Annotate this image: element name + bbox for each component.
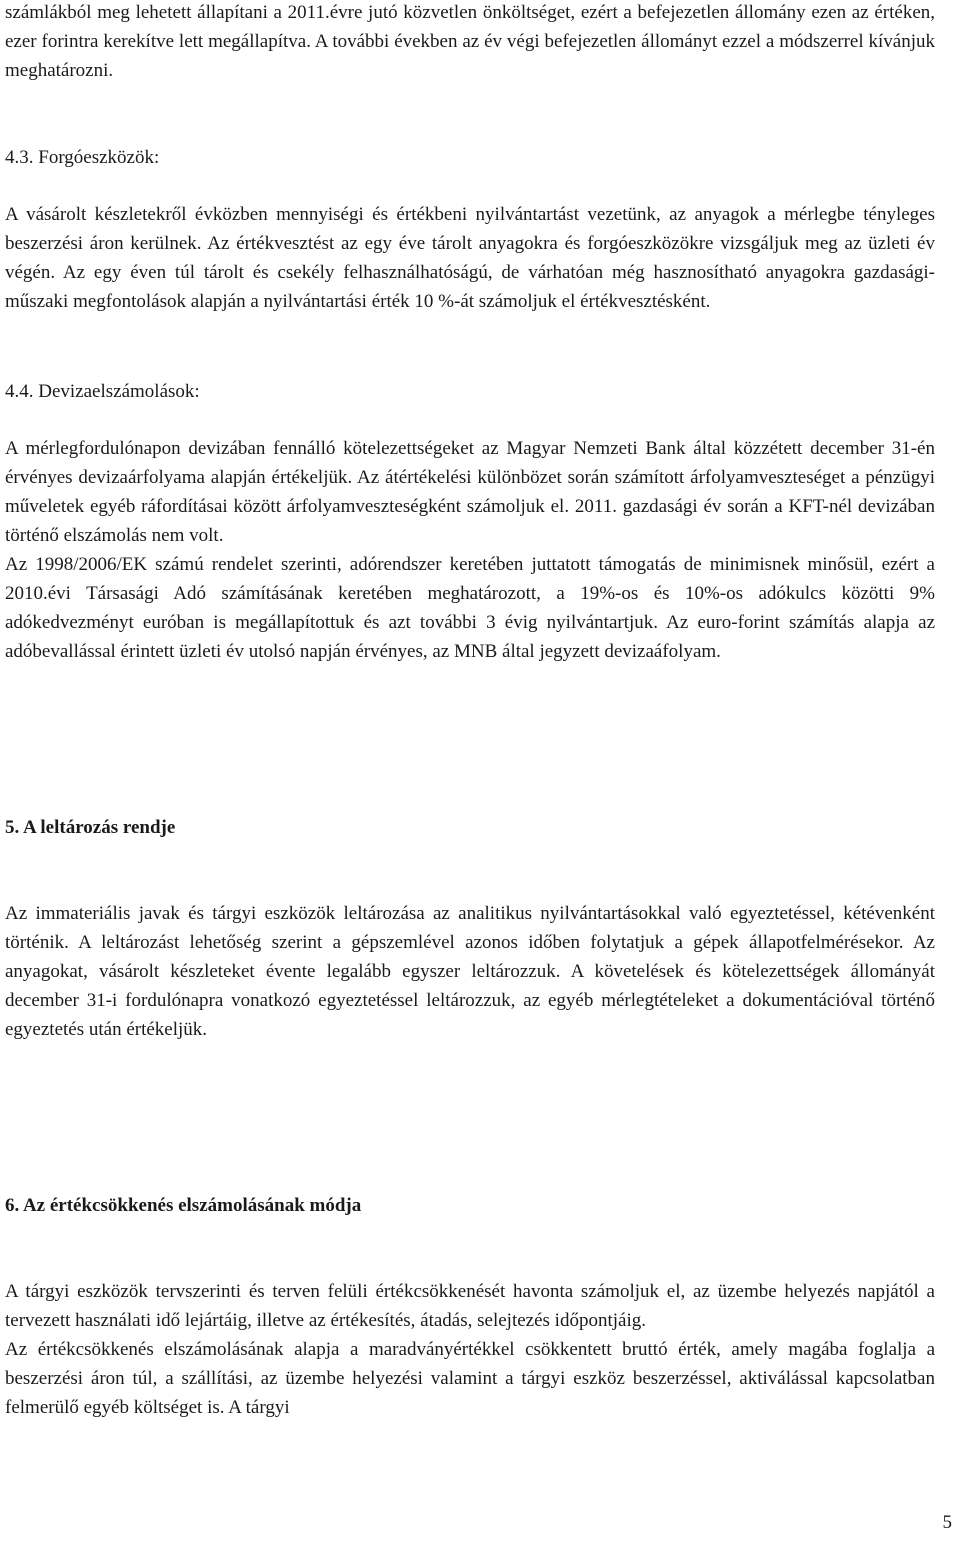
section-6-paragraph-2: Az értékcsökkenés elszámolásának alapja a maradványértékkel csökkentett bruttó érték, amely magába foglalja a beszerzési áron túl, a szállítási, az üzembe helyezési valamint a tárgyi eszköz beszerzéssel, aktiválással kapcsolatban felmerülő egyéb költséget is. A tárgyi bbox=[5, 1339, 935, 1418]
intro-paragraph: számlákból meg lehetett állapítani a 2011.évre jutó közvetlen önköltséget, ezért a befejezetlen állomány ezen az értéken, ezer forintra kerekítve lett megállapítva. A további években az év végi befejezetlen állományt ezzel a módszerrel kívánjuk meghatározni. bbox=[5, 2, 935, 81]
section-6-paragraph-1: A tárgyi eszközök tervszerinti és terven felüli értékcsökkenését havonta számoljuk el, az üzembe helyezés napjától a tervezett használati idő lejártáig, illetve az értékesítés, átadás, selejtezés időpontjáig. bbox=[5, 1281, 935, 1331]
section-6-heading: 6. Az értékcsökkenés elszámolásának módja bbox=[5, 1195, 362, 1216]
section-4-4-paragraph-2: Az 1998/2006/EK számú rendelet szerinti, adórendszer keretében juttatott támogatás de minimisnek minősül, ezért a 2010.évi Társasági Adó számításának keretében meghatározott, a 19%-os és 10%-os adókulcs közötti 9% adókedvezményt euróban is megállapítottuk és azt további 3 évig nyilvántartjuk. Az euro-forint számítás alapja az adóbevallással érintett üzleti év utolsó napján érvényes, az MNB által jegyzett devizaáfolyam. bbox=[5, 554, 935, 662]
section-4-4-paragraph-1: A mérlegfordulónapon devizában fennálló kötelezettségeket az Magyar Nemzeti Bank által közzétett december 31-én érvényes devizaárfolyama alapján értékeljük. Az átértékelési különbözet során számított árfolyamveszteséget a pénzügyi műveletek egyéb ráfordításai között árfolyamveszteségként számoljuk el. 2011. gazdasági év során a KFT-nél devizában történő elszámolás nem volt. bbox=[5, 438, 935, 546]
section-4-4-body bbox=[5, 434, 935, 666]
section-4-4-heading: 4.4. Devizaelszámolások: bbox=[5, 381, 200, 402]
page-number: 5 bbox=[942, 1512, 952, 1533]
section-5-heading: 5. A leltározás rendje bbox=[5, 817, 176, 838]
section-4-3-heading: 4.3. Forgóeszközök: bbox=[5, 147, 160, 168]
section-5-paragraph: Az immateriális javak és tárgyi eszközök leltározása az analitikus nyilvántartásokkal való egyeztetéssel, kétévenként történik. A leltározást lehetőség szerint a gépszemlével azonos időben folytatjuk a gépek állapotfelmérésekor. Az anyagokat, vásárolt készleteket évente legalább egyszer leltározzuk. A követelések és kötelezettségek állományát december 31-i fordulónapra vonatkozó egyeztetéssel leltározzuk, az egyéb mérlegtételeket a dokumentációval történő egyeztetés után értékeljük. bbox=[5, 903, 935, 1040]
section-6-body bbox=[5, 1277, 935, 1422]
section-4-3-paragraph: A vásárolt készletekről évközben mennyiségi és értékbeni nyilvántartást vezetünk, az anyagok a mérlegbe tényleges beszerzési áron kerülnek. Az értékvesztést az egy éve tárolt anyagokra és forgóeszközökre vizsgáljuk meg az üzleti év végén. Az egy éven túl tárolt és csekély felhasználhatóságú, de várhatóan még hasznosítható anyagokra gazdasági-műszaki megfontolások alapján a nyilvántartási érték 10 %-át számoljuk el értékvesztésként. bbox=[5, 204, 935, 312]
